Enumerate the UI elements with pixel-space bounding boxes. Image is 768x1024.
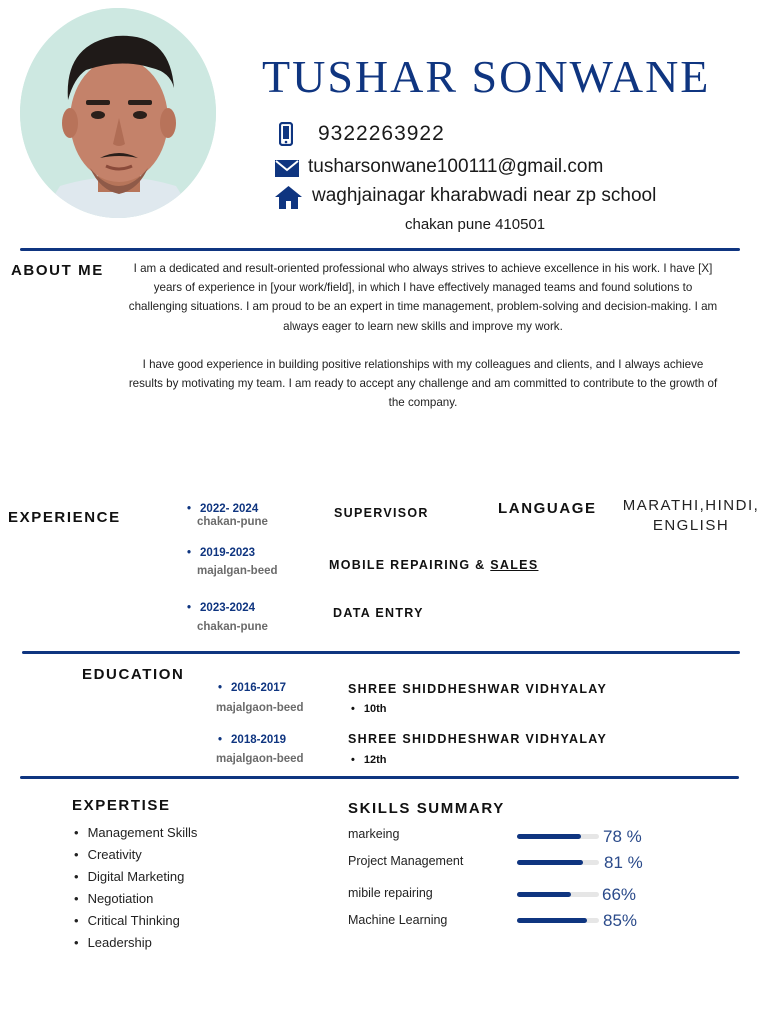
home-icon <box>275 186 302 214</box>
expertise-item: • Digital Marketing <box>74 869 184 884</box>
skill-bar <box>517 834 599 839</box>
experience-date: • 2022- 2024 <box>187 503 258 515</box>
education-date: • 2016-2017 <box>218 682 286 694</box>
language-values <box>616 496 766 536</box>
skill-bar-fill <box>517 834 581 839</box>
language-line-1: MARATHI,HINDI, <box>622 497 760 514</box>
skill-percent: 85% <box>603 911 638 930</box>
education-school: SHREE SHIDDHESHWAR VIDHYALAY <box>348 732 608 746</box>
about-paragraph-2: I have good experience in building positive relationships with my colleagues and clients, and I always achieve results by motivating my team. I am ready to accept any challenge and am committed to contribute to the growth of the company. <box>128 358 718 410</box>
experience-role <box>329 558 538 572</box>
education-date: • 2018-2019 <box>218 734 286 746</box>
expertise-item: • Negotiation <box>74 891 153 906</box>
experience-heading: EXPERIENCE <box>8 509 121 526</box>
education-school: SHREE SHIDDHESHWAR VIDHYALAY <box>348 682 608 696</box>
phone-number[interactable]: 9322263922 <box>318 122 445 145</box>
education-place: majalgaon-beed <box>216 702 304 714</box>
language-line-2: ENGLISH <box>652 517 730 534</box>
mail-icon <box>275 160 299 182</box>
skill-bar <box>517 918 599 923</box>
skill-bar <box>517 892 599 897</box>
experience-place: majalgan-beed <box>197 565 278 577</box>
person-avatar-image <box>20 8 216 218</box>
language-heading: LANGUAGE <box>498 500 597 517</box>
address-line-2: chakan pune 410501 <box>405 216 546 233</box>
address-line-1: waghjainagar kharabwadi near zp school <box>312 185 657 206</box>
divider-bottom <box>20 776 739 779</box>
about-heading: ABOUT ME <box>11 262 104 279</box>
skill-percent: 81 % <box>604 853 643 872</box>
education-place: majalgaon-beed <box>216 753 304 765</box>
expertise-item: • Creativity <box>74 847 142 862</box>
profile-photo <box>20 8 216 218</box>
education-heading: EDUCATION <box>82 666 185 683</box>
experience-role-text: MOBILE REPAIRING & <box>329 558 491 572</box>
skill-name: Machine Learning <box>348 913 448 927</box>
skill-bar-fill <box>517 918 587 923</box>
email-address[interactable]: tusharsonwane100111@gmail.com <box>308 156 604 177</box>
skill-bar-fill <box>517 860 583 865</box>
phone-icon <box>279 122 293 151</box>
skill-bar-fill <box>517 892 571 897</box>
skills-heading: SKILLS SUMMARY <box>348 800 505 817</box>
experience-role-underlined: SALES <box>490 558 539 572</box>
skill-percent: 78 % <box>603 827 642 846</box>
experience-place: chakan-pune <box>197 621 268 633</box>
expertise-item: • Critical Thinking <box>74 913 180 928</box>
skill-name: mibile repairing <box>348 886 433 900</box>
expertise-heading: EXPERTISE <box>72 797 171 814</box>
skill-bar <box>517 860 599 865</box>
education-grade: • 10th <box>351 703 386 715</box>
experience-date: • 2019-2023 <box>187 547 255 559</box>
divider-middle <box>22 651 740 654</box>
expertise-item: • Leadership <box>74 935 152 950</box>
education-grade: • 12th <box>351 754 386 766</box>
skill-name: markeing <box>348 827 400 841</box>
expertise-item: • Management Skills <box>74 825 197 840</box>
divider-top <box>20 248 740 251</box>
experience-role: SUPERVISOR <box>334 506 429 520</box>
about-paragraph-1: I am a dedicated and result-oriented professional who always strives to achieve excellence in his work. I have [X] years of experience in [your work/field], in which I have effectively managed teams and found solutions to challenging situations. I am proud to be an expert in time management, problem-solving and decision-making. I am always eager to learn new skills and improve my work. <box>128 262 718 333</box>
skill-percent: 66% <box>602 885 637 904</box>
experience-date: • 2023-2024 <box>187 602 255 614</box>
experience-place: chakan-pune <box>197 516 268 528</box>
experience-role: DATA ENTRY <box>333 606 424 620</box>
candidate-name: TUSHAR SONWANE <box>262 51 711 102</box>
skill-name: Project Management <box>348 854 464 868</box>
